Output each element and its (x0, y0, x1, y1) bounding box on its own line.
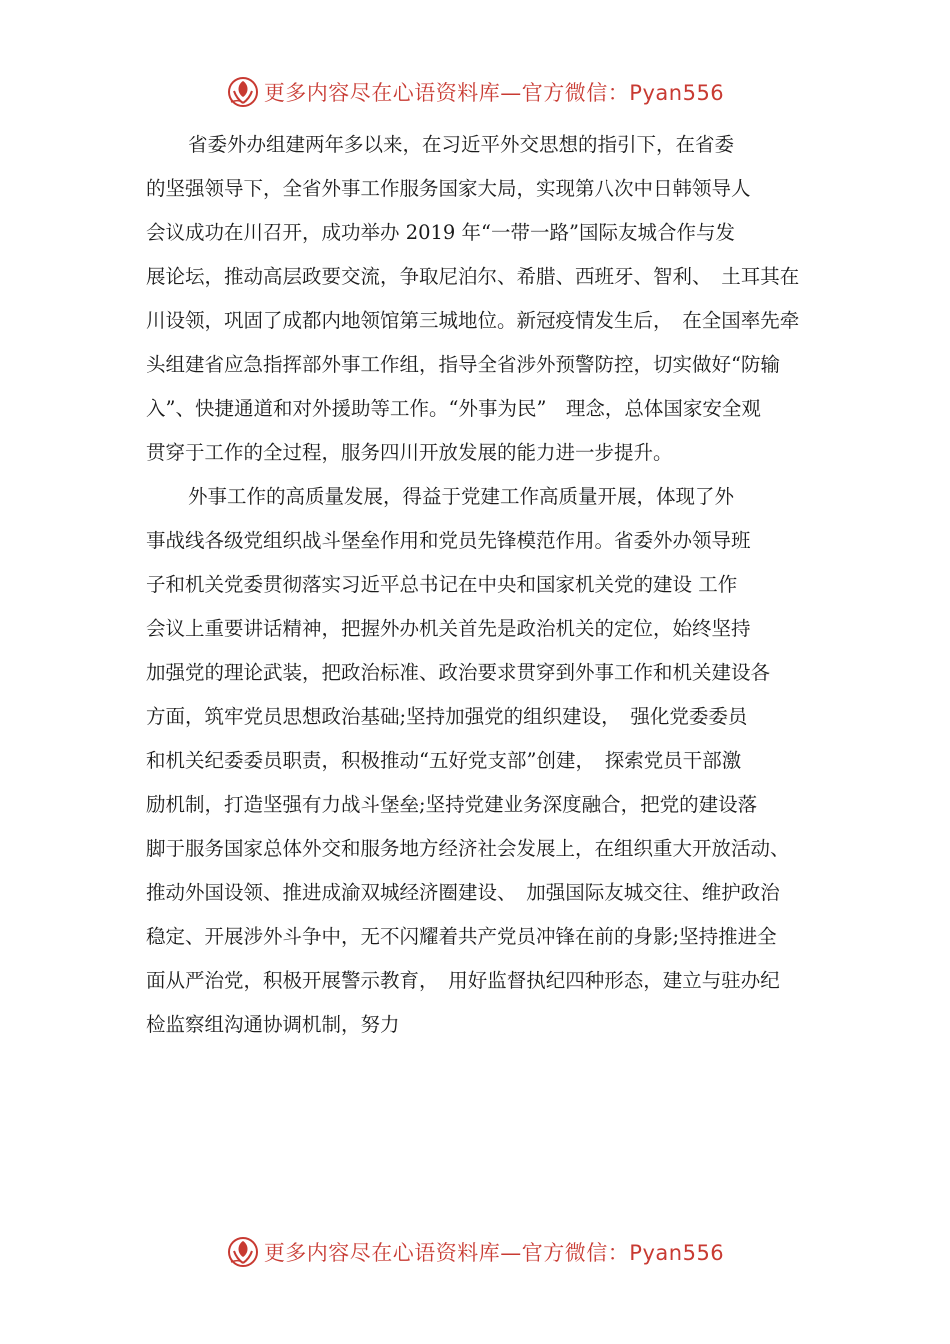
paragraph-line: 推动外国设领、推进成渝双城经济圈建设、 加强国际友城交往、维护政治 (146, 881, 780, 904)
paragraph-line: 外事工作的高质量发展，得益于党建工作高质量开展，体现了外 (188, 485, 735, 508)
paragraph-line: 头组建省应急指挥部外事工作组，指导全省涉外预警防控，切实做好“防输 (146, 353, 780, 376)
header-banner-text: 更多内容尽在心语资料库—官方微信：Pyan556 (263, 81, 725, 105)
paragraph-line: 事战线各级党组织战斗堡垒作用和党员先锋模范作用。省委外办领导班 (146, 529, 751, 552)
paragraph-line: 检监察组沟通协调机制，努力 (146, 1013, 400, 1036)
paragraph-line: 展论坛，推动高层政要交流，争取尼泊尔、希腊、西班牙、智利、 土耳其在 (146, 265, 800, 288)
paragraph-line: 会议成功在川召开，成功举办 2019 年“一带一路”国际友城合作与发 (146, 221, 735, 244)
footer-banner (0, 1232, 950, 1272)
paragraph-line: 和机关纪委委员职责，积极推动“五好党支部”创建， 探索党员干部激 (146, 749, 742, 772)
paragraph-line: 方面，筑牢党员思想政治基础;坚持加强党的组织建设， 强化党委委员 (146, 705, 748, 728)
flower-logo-icon (226, 75, 260, 109)
paragraph-line: 脚于服务国家总体外交和服务地方经济社会发展上，在组织重大开放活动、 (146, 837, 790, 860)
header-banner (0, 72, 950, 112)
paragraph-line: 加强党的理论武装，把政治标准、政治要求贯穿到外事工作和机关建设各 (146, 661, 771, 684)
paragraph-line: 川设领，巩固了成都内地领馆第三城地位。新冠疫情发生后， 在全国率先牵 (146, 309, 800, 332)
footer-banner-text: 更多内容尽在心语资料库—官方微信：Pyan556 (263, 1241, 725, 1265)
paragraph-line: 贯穿于工作的全过程，服务四川开放发展的能力进一步提升。 (146, 441, 673, 464)
paragraph-line: 会议上重要讲话精神，把握外办机关首先是政治机关的定位，始终坚持 (146, 617, 751, 640)
paragraph-line: 面从严治党，积极开展警示教育， 用好监督执纪四种形态，建立与驻办纪 (146, 969, 780, 992)
paragraph-line: 入”、快捷通道和对外援助等工作。“外事为民” 理念，总体国家安全观 (146, 397, 761, 420)
paragraph-line: 稳定、开展涉外斗争中，无不闪耀着共产党员冲锋在前的身影;坚持推进全 (146, 925, 777, 948)
paragraph-line: 励机制，打造坚强有力战斗堡垒;坚持党建业务深度融合，把党的建设落 (146, 793, 758, 816)
paragraph-line: 省委外办组建两年多以来，在习近平外交思想的指引下，在省委 (188, 133, 735, 156)
paragraph-line: 子和机关党委贯彻落实习近平总书记在中央和国家机关党的建设 工作 (146, 573, 738, 596)
flower-logo-icon (226, 1235, 260, 1269)
paragraph-line: 的坚强领导下，全省外事工作服务国家大局，实现第八次中日韩领导人 (146, 177, 751, 200)
